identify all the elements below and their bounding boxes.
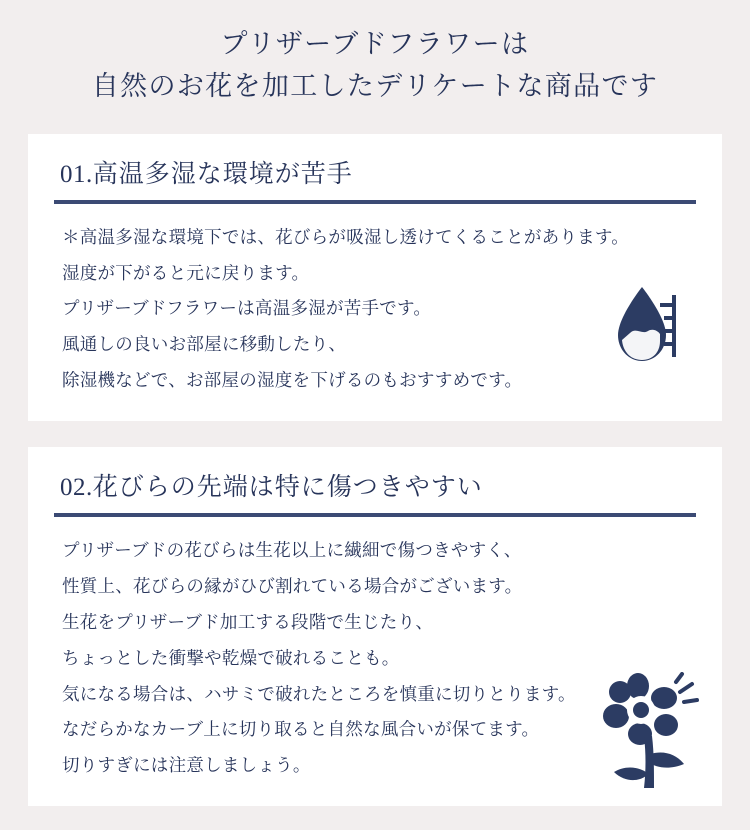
section-body-02 — [54, 533, 696, 784]
page-title-line-2: 自然のお花を加工したデリケートな商品です — [91, 70, 659, 101]
section-number-01: 01. — [60, 160, 93, 188]
section-title-01 — [54, 152, 696, 200]
body-line: 性質上、花びらの縁がひび割れている場合がございます。 — [62, 575, 523, 596]
title-divider-01 — [54, 200, 696, 204]
title-divider-02 — [54, 513, 696, 517]
section-card-02 — [28, 447, 722, 806]
body-line: ちょっとした衝撃や乾燥で破れることも。 — [62, 647, 400, 668]
body-line: プリザーブドフラワーは高温多湿が苦手です。 — [62, 298, 432, 319]
section-title-02 — [54, 465, 696, 513]
body-line: 風通しの良いお部屋に移動したり、 — [62, 334, 347, 355]
body-line: ＊高温多湿な環境下では、花びらが吸湿し透けてくることがあります。 — [62, 226, 629, 247]
body-line: 気になる場合は、ハサミで破れたところを慎重に切りとります。 — [62, 683, 576, 704]
body-line: 除湿機などで、お部屋の湿度を下げるのもおすすめです。 — [62, 370, 523, 391]
page-title-line-1: プリザーブドフラワーは — [220, 29, 530, 59]
body-line: 切りすぎには注意しましょう。 — [62, 755, 311, 776]
section-heading-02: 花びらの先端は特に傷つきやすい — [92, 474, 483, 502]
section-card-01 — [28, 134, 722, 421]
page-title — [0, 0, 750, 108]
section-heading-01: 高温多湿な環境が苦手 — [92, 160, 353, 188]
section-number-02: 02. — [60, 474, 93, 502]
body-line: 生花をプリザーブド加工する段階で生じたり、 — [62, 611, 434, 632]
section-body-01 — [54, 220, 696, 399]
body-line: なだらかなカーブ上に切り取ると自然な風合いが保てます。 — [62, 719, 540, 740]
body-line: 湿度が下がると元に戻ります。 — [62, 262, 310, 283]
body-line: プリザーブドの花びらは生花以上に繊細で傷つきやすく、 — [62, 540, 522, 561]
